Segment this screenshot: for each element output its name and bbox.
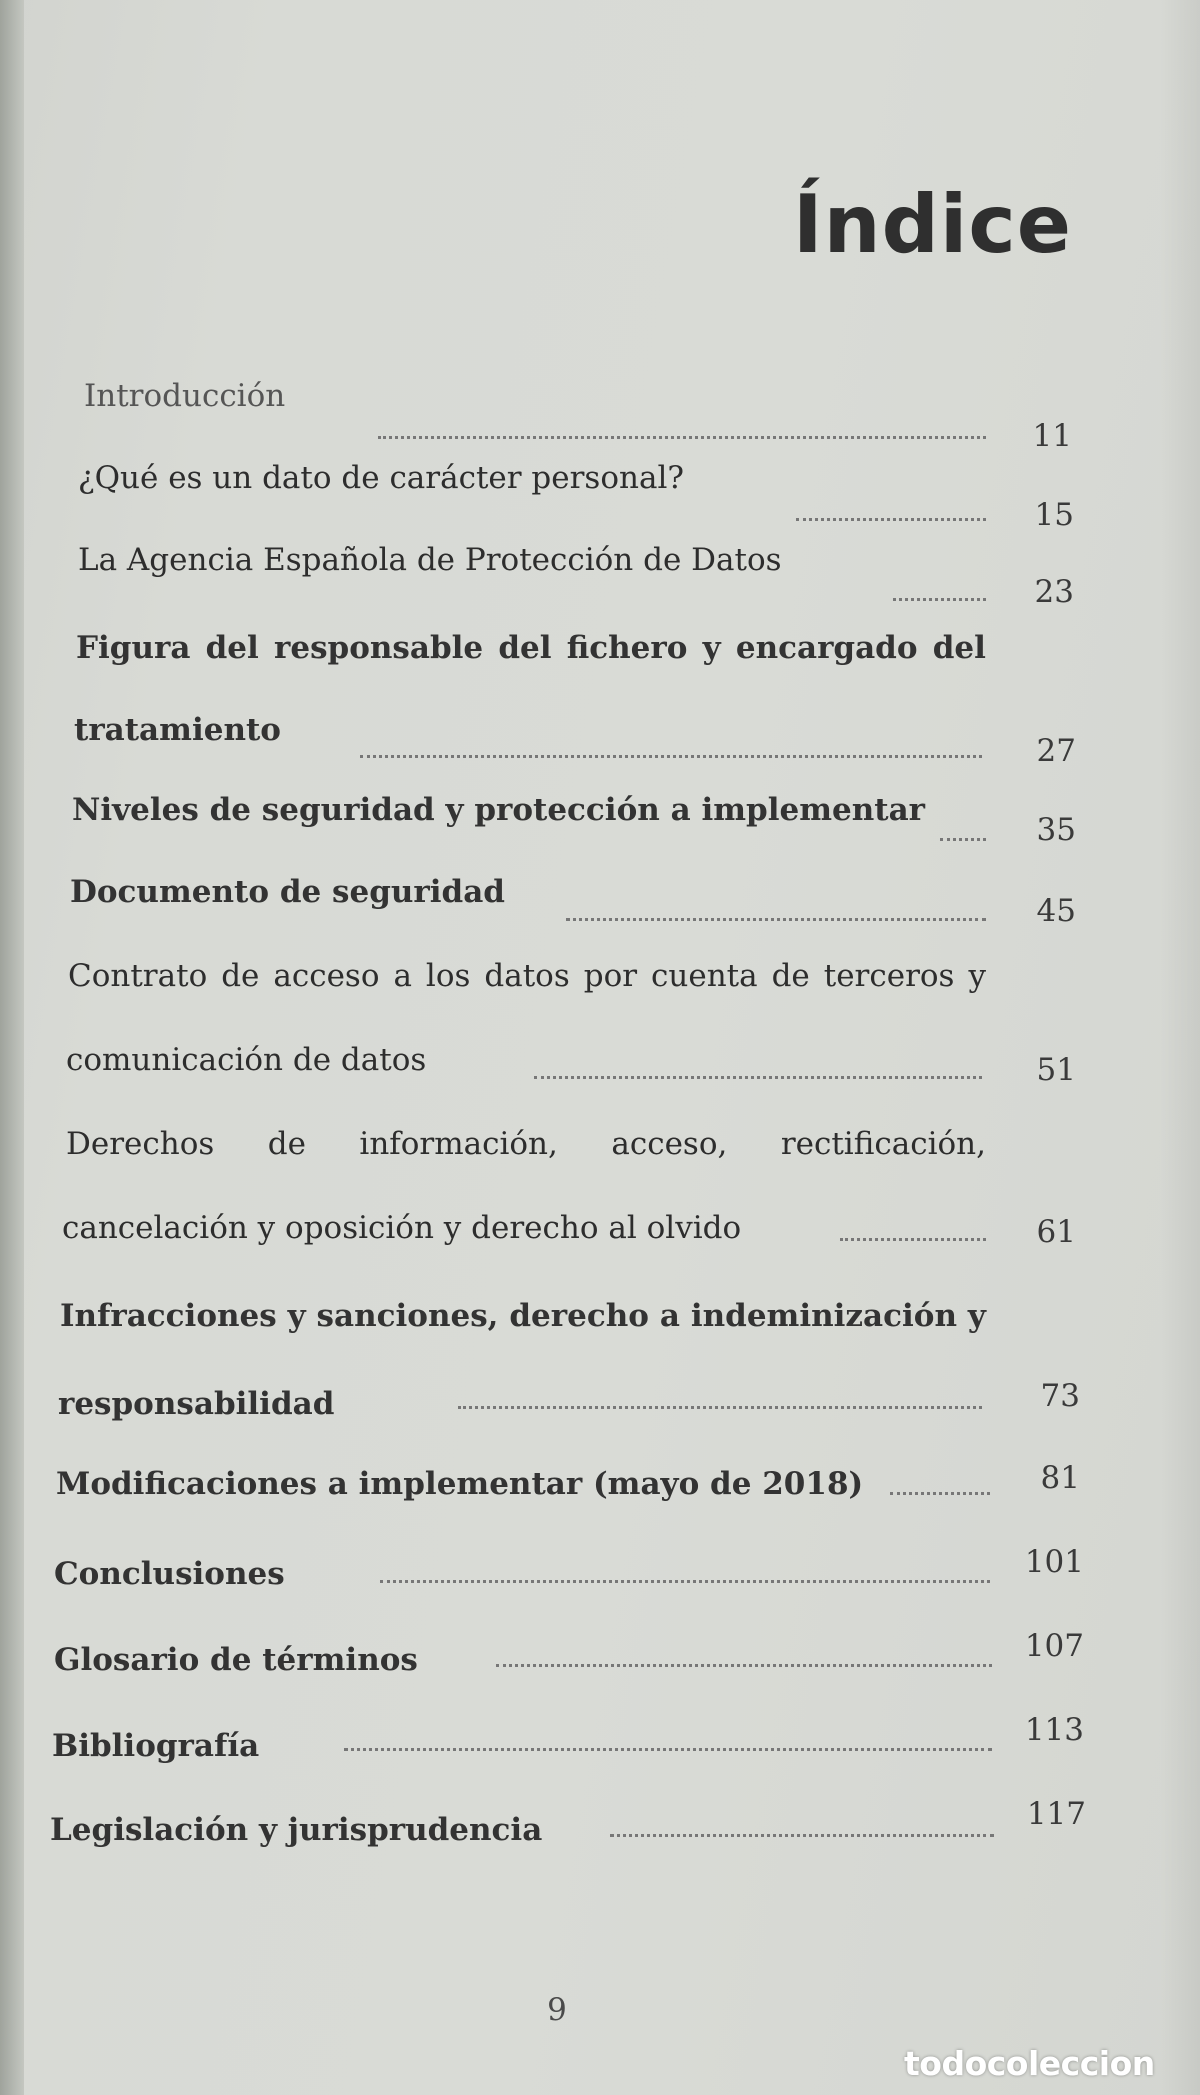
- toc-leader-dots: [796, 518, 986, 521]
- toc-word: información,: [359, 1126, 558, 1162]
- toc-word: acceso,: [611, 1126, 728, 1162]
- toc-entry-title-line2: tratamiento: [74, 712, 281, 748]
- toc-word: encargado: [735, 630, 918, 666]
- toc-word: de: [267, 1126, 306, 1162]
- toc-page-number: 61: [1036, 1214, 1076, 1250]
- toc-word: de: [221, 958, 260, 994]
- toc-leader-dots: [890, 1492, 990, 1495]
- toc-leader-dots: [840, 1238, 986, 1241]
- toc-entry-title-line2: comunicación de datos: [66, 1042, 427, 1078]
- toc-leader-dots: [496, 1664, 992, 1667]
- toc-page-number: 117: [1026, 1796, 1086, 1832]
- toc-word: Contrato: [68, 958, 208, 994]
- toc-word: y: [702, 630, 721, 666]
- toc-leader-dots: [940, 838, 986, 841]
- toc-entry-title: Conclusiones: [54, 1556, 285, 1592]
- toc-leader-dots: [566, 918, 986, 921]
- watermark-logo: todocoleccion: [904, 2044, 1155, 2083]
- toc-leader-dots: [893, 598, 986, 601]
- toc-entry-title: Glosario de términos: [54, 1642, 418, 1678]
- toc-word: de: [771, 958, 810, 994]
- toc-word: cuenta: [651, 958, 758, 994]
- toc-word: fichero: [566, 630, 688, 666]
- toc-word: Infracciones: [60, 1298, 277, 1334]
- toc-page-number: 73: [1040, 1378, 1080, 1414]
- toc-leader-dots: [380, 1580, 990, 1583]
- toc-word: y: [968, 958, 986, 994]
- toc-word: a: [659, 1298, 680, 1334]
- toc-entry-title-line2: cancelación y oposición y derecho al olvido: [62, 1210, 742, 1246]
- toc-page-number: 11: [1032, 418, 1072, 454]
- page-folio-number: 9: [547, 1992, 567, 2028]
- toc-page-number: 23: [1034, 574, 1074, 610]
- toc-leader-dots: [344, 1748, 992, 1751]
- toc-word: sanciones,: [316, 1298, 499, 1334]
- toc-word: Derechos: [66, 1126, 215, 1162]
- toc-page-number: 51: [1036, 1052, 1076, 1088]
- toc-page-number: 35: [1036, 812, 1076, 848]
- toc-word: y: [967, 1298, 986, 1334]
- toc-leader-dots: [458, 1406, 982, 1409]
- toc-word: datos: [484, 958, 570, 994]
- toc-word: terceros: [823, 958, 955, 994]
- toc-entry-title-line1: [68, 958, 986, 994]
- toc-entry-title-line1: [60, 1298, 986, 1334]
- toc-word: los: [425, 958, 471, 994]
- toc-entry-title-line2: responsabilidad: [58, 1386, 335, 1422]
- toc-entry-title: Introducción: [84, 378, 286, 414]
- toc-page-number: 15: [1034, 497, 1074, 533]
- toc-word: acceso: [273, 958, 380, 994]
- toc-entry-title: Legislación y jurisprudencia: [50, 1812, 543, 1848]
- page-title: Índice: [792, 178, 1072, 271]
- toc-word: del: [205, 630, 259, 666]
- toc-page-number: 45: [1036, 893, 1076, 929]
- toc-word: Figura: [76, 630, 191, 666]
- toc-page-number: 107: [1024, 1628, 1084, 1664]
- toc-page-number: 101: [1024, 1544, 1084, 1580]
- toc-entry-title: Bibliografía: [52, 1728, 260, 1764]
- toc-word: derecho: [509, 1298, 649, 1334]
- toc-word: a: [393, 958, 412, 994]
- toc-entry-title: Documento de seguridad: [70, 874, 505, 910]
- toc-page-number: 27: [1036, 733, 1076, 769]
- toc-leader-dots: [378, 436, 986, 439]
- toc-entry-title-line1: [76, 630, 986, 666]
- toc-word: del: [932, 630, 986, 666]
- toc-page-number: 81: [1040, 1460, 1080, 1496]
- toc-page-number: 113: [1024, 1712, 1084, 1748]
- toc-word: del: [498, 630, 552, 666]
- toc-word: rectificación,: [780, 1126, 986, 1162]
- toc-word: indeminización: [690, 1298, 957, 1334]
- toc-entry-title: Modificaciones a implementar (mayo de 2018): [56, 1466, 864, 1502]
- toc-leader-dots: [360, 755, 982, 758]
- toc-leader-dots: [610, 1834, 994, 1837]
- toc-leader-dots: [534, 1076, 982, 1079]
- toc-entry-title-line1: [66, 1126, 986, 1162]
- toc-word: por: [583, 958, 638, 994]
- toc-entry-title: La Agencia Española de Protección de Datos: [78, 542, 782, 578]
- toc-word: y: [287, 1298, 306, 1334]
- toc-entry-title: ¿Qué es un dato de carácter personal?: [78, 460, 684, 496]
- toc-entry-title: Niveles de seguridad y protección a implementar: [72, 792, 926, 828]
- toc-word: responsable: [274, 630, 484, 666]
